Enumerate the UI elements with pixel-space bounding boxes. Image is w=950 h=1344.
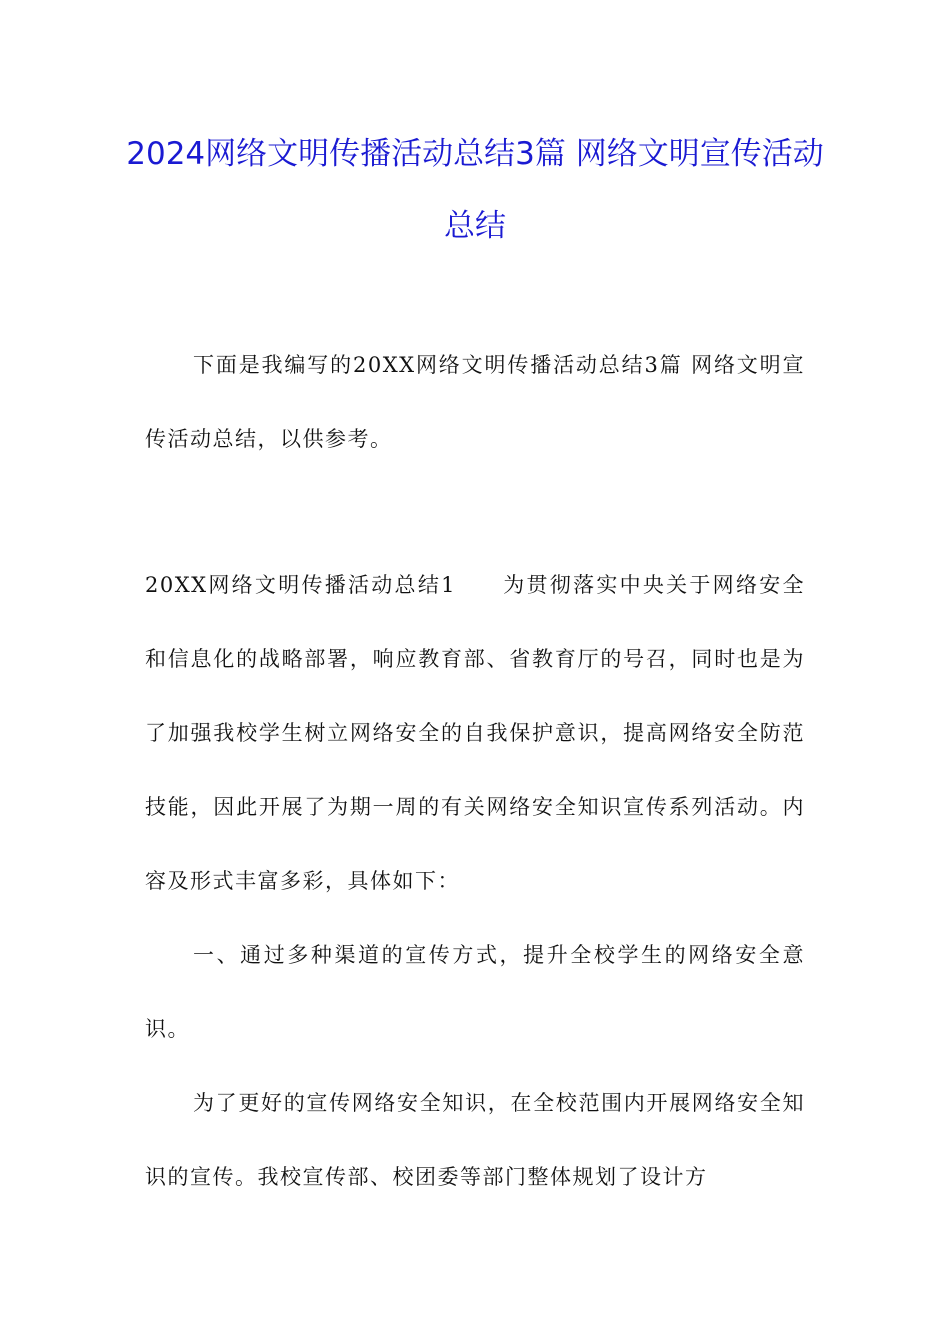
summary-1-paragraph: 20XX网络文明传播活动总结1 为贯彻落实中央关于网络安全和信息化的战略部署，响应教育部、省教育厅的号召，同时也是为了加强我校学生树立网络安全的自我保护意识，提高网络安全防范技能，因此开展了为期一周的有关网络安全知识宣传系列活动。内容及形式丰富多彩，具体如下： — [145, 573, 805, 893]
intro-paragraph: 下面是我编写的20XX网络文明传播活动总结3篇 网络文明宣传活动总结，以供参考。 — [145, 353, 805, 451]
document-title: 2024网络文明传播活动总结3篇 网络文明宣传活动总结 — [126, 136, 824, 244]
section-heading-paragraph: 一、通过多种渠道的宣传方式，提升全校学生的网络安全意识。 — [145, 943, 805, 1041]
body-paragraph: 为了更好的宣传网络安全知识，在全校范围内开展网络安全知识的宣传。我校宣传部、校团委等部门整体规划了设计方 — [145, 1091, 805, 1189]
